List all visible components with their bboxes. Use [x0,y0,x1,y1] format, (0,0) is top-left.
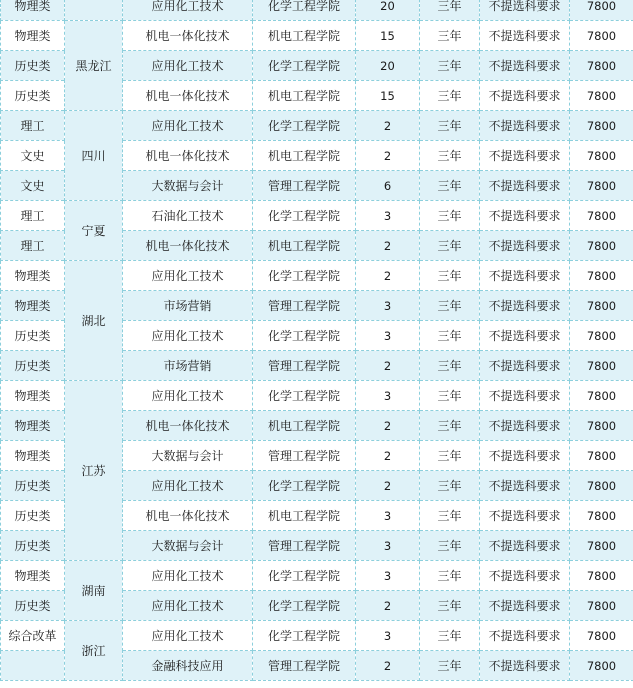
province-cell: 湖南 [65,561,123,621]
category-cell: 综合改革 [1,621,65,651]
province-cell [65,0,123,21]
major-cell: 应用化工技术 [123,261,253,291]
table-row [1,381,633,411]
college-cell: 化学工程学院 [253,621,356,651]
count-cell: 2 [356,261,420,291]
count-cell: 15 [356,81,420,111]
category-cell: 历史类 [1,81,65,111]
requirement-cell: 不提选科要求 [480,471,570,501]
major-cell: 机电一体化技术 [123,81,253,111]
category-cell: 历史类 [1,501,65,531]
category-cell: 历史类 [1,351,65,381]
count-cell: 2 [356,441,420,471]
college-cell: 化学工程学院 [253,591,356,621]
fee-cell: 7800 [570,621,633,651]
college-cell: 化学工程学院 [253,111,356,141]
requirement-cell: 不提选科要求 [480,411,570,441]
requirement-cell: 不提选科要求 [480,591,570,621]
major-cell: 应用化工技术 [123,561,253,591]
requirement-cell: 不提选科要求 [480,651,570,681]
fee-cell: 7800 [570,591,633,621]
duration-cell: 三年 [420,441,480,471]
duration-cell: 三年 [420,81,480,111]
province-cell: 黑龙江 [65,21,123,111]
major-cell: 金融科技应用 [123,651,253,681]
requirement-cell: 不提选科要求 [480,621,570,651]
province-cell: 江苏 [65,381,123,561]
fee-cell: 7800 [570,21,633,51]
count-cell: 3 [356,621,420,651]
category-cell: 历史类 [1,471,65,501]
duration-cell: 三年 [420,231,480,261]
fee-cell: 7800 [570,141,633,171]
table-row [1,261,633,291]
major-cell: 应用化工技术 [123,591,253,621]
duration-cell: 三年 [420,501,480,531]
duration-cell: 三年 [420,591,480,621]
college-cell: 化学工程学院 [253,0,356,21]
fee-cell: 7800 [570,81,633,111]
college-cell: 化学工程学院 [253,561,356,591]
major-cell: 机电一体化技术 [123,141,253,171]
category-cell: 文史 [1,141,65,171]
category-cell: 物理类 [1,441,65,471]
major-cell: 机电一体化技术 [123,501,253,531]
table-row [1,201,633,231]
count-cell: 3 [356,501,420,531]
category-cell: 物理类 [1,21,65,51]
fee-cell: 7800 [570,0,633,21]
fee-cell: 7800 [570,651,633,681]
category-cell: 历史类 [1,591,65,621]
province-cell: 宁夏 [65,201,123,261]
major-cell: 应用化工技术 [123,0,253,21]
major-cell: 应用化工技术 [123,471,253,501]
category-cell: 物理类 [1,381,65,411]
count-cell: 2 [356,651,420,681]
category-cell: 物理类 [1,561,65,591]
major-cell: 应用化工技术 [123,381,253,411]
fee-cell: 7800 [570,201,633,231]
count-cell: 2 [356,591,420,621]
requirement-cell: 不提选科要求 [480,111,570,141]
duration-cell: 三年 [420,0,480,21]
duration-cell: 三年 [420,171,480,201]
count-cell: 20 [356,51,420,81]
major-cell: 应用化工技术 [123,321,253,351]
requirement-cell: 不提选科要求 [480,201,570,231]
college-cell: 管理工程学院 [253,531,356,561]
table-row [1,0,633,21]
count-cell: 15 [356,21,420,51]
college-cell: 机电工程学院 [253,81,356,111]
duration-cell: 三年 [420,621,480,651]
college-cell: 管理工程学院 [253,651,356,681]
requirement-cell: 不提选科要求 [480,51,570,81]
major-cell: 大数据与会计 [123,531,253,561]
duration-cell: 三年 [420,51,480,81]
province-cell: 四川 [65,111,123,201]
duration-cell: 三年 [420,261,480,291]
count-cell: 2 [356,111,420,141]
college-cell: 化学工程学院 [253,321,356,351]
table-body [1,0,633,681]
count-cell: 2 [356,351,420,381]
count-cell: 3 [356,291,420,321]
count-cell: 2 [356,471,420,501]
major-cell: 应用化工技术 [123,621,253,651]
category-cell: 理工 [1,111,65,141]
table-row [1,561,633,591]
category-cell: 物理类 [1,0,65,21]
count-cell: 2 [356,231,420,261]
duration-cell: 三年 [420,141,480,171]
college-cell: 机电工程学院 [253,21,356,51]
major-cell: 市场营销 [123,291,253,321]
category-cell: 文史 [1,171,65,201]
duration-cell: 三年 [420,651,480,681]
count-cell: 3 [356,561,420,591]
count-cell: 3 [356,531,420,561]
requirement-cell: 不提选科要求 [480,561,570,591]
college-cell: 机电工程学院 [253,501,356,531]
duration-cell: 三年 [420,21,480,51]
college-cell: 管理工程学院 [253,171,356,201]
table-row [1,111,633,141]
requirement-cell: 不提选科要求 [480,231,570,261]
college-cell: 机电工程学院 [253,141,356,171]
fee-cell: 7800 [570,501,633,531]
category-cell: 物理类 [1,261,65,291]
college-cell: 化学工程学院 [253,261,356,291]
category-cell: 物理类 [1,411,65,441]
province-cell: 湖北 [65,261,123,381]
college-cell: 机电工程学院 [253,411,356,441]
college-cell: 管理工程学院 [253,441,356,471]
college-cell: 机电工程学院 [253,231,356,261]
duration-cell: 三年 [420,291,480,321]
fee-cell: 7800 [570,171,633,201]
requirement-cell: 不提选科要求 [480,321,570,351]
duration-cell: 三年 [420,411,480,441]
major-cell: 机电一体化技术 [123,411,253,441]
fee-cell: 7800 [570,351,633,381]
category-cell: 历史类 [1,51,65,81]
count-cell: 3 [356,321,420,351]
category-cell: 历史类 [1,531,65,561]
major-cell: 大数据与会计 [123,171,253,201]
requirement-cell: 不提选科要求 [480,21,570,51]
fee-cell: 7800 [570,381,633,411]
major-cell: 机电一体化技术 [123,231,253,261]
fee-cell: 7800 [570,531,633,561]
major-cell: 应用化工技术 [123,111,253,141]
table-row [1,21,633,51]
requirement-cell: 不提选科要求 [480,0,570,21]
requirement-cell: 不提选科要求 [480,141,570,171]
requirement-cell: 不提选科要求 [480,171,570,201]
duration-cell: 三年 [420,201,480,231]
duration-cell: 三年 [420,321,480,351]
fee-cell: 7800 [570,561,633,591]
province-cell: 浙江 [65,621,123,681]
count-cell: 2 [356,141,420,171]
duration-cell: 三年 [420,471,480,501]
college-cell: 化学工程学院 [253,471,356,501]
table-row [1,621,633,651]
major-cell: 石油化工技术 [123,201,253,231]
count-cell: 3 [356,381,420,411]
fee-cell: 7800 [570,291,633,321]
duration-cell: 三年 [420,111,480,141]
requirement-cell: 不提选科要求 [480,531,570,561]
college-cell: 管理工程学院 [253,291,356,321]
fee-cell: 7800 [570,231,633,261]
category-cell: 历史类 [1,321,65,351]
fee-cell: 7800 [570,111,633,141]
count-cell: 2 [356,411,420,441]
duration-cell: 三年 [420,561,480,591]
fee-cell: 7800 [570,411,633,441]
count-cell: 6 [356,171,420,201]
college-cell: 化学工程学院 [253,51,356,81]
duration-cell: 三年 [420,381,480,411]
requirement-cell: 不提选科要求 [480,261,570,291]
duration-cell: 三年 [420,351,480,381]
requirement-cell: 不提选科要求 [480,381,570,411]
fee-cell: 7800 [570,471,633,501]
duration-cell: 三年 [420,531,480,561]
major-cell: 应用化工技术 [123,51,253,81]
college-cell: 化学工程学院 [253,381,356,411]
count-cell: 3 [356,201,420,231]
category-cell [1,651,65,681]
college-cell: 化学工程学院 [253,201,356,231]
major-cell: 市场营销 [123,351,253,381]
requirement-cell: 不提选科要求 [480,441,570,471]
major-cell: 机电一体化技术 [123,21,253,51]
category-cell: 理工 [1,231,65,261]
requirement-cell: 不提选科要求 [480,81,570,111]
requirement-cell: 不提选科要求 [480,351,570,381]
requirement-cell: 不提选科要求 [480,501,570,531]
fee-cell: 7800 [570,51,633,81]
major-cell: 大数据与会计 [123,441,253,471]
fee-cell: 7800 [570,441,633,471]
fee-cell: 7800 [570,321,633,351]
category-cell: 理工 [1,201,65,231]
count-cell: 20 [356,0,420,21]
college-cell: 管理工程学院 [253,351,356,381]
fee-cell: 7800 [570,261,633,291]
category-cell: 物理类 [1,291,65,321]
requirement-cell: 不提选科要求 [480,291,570,321]
